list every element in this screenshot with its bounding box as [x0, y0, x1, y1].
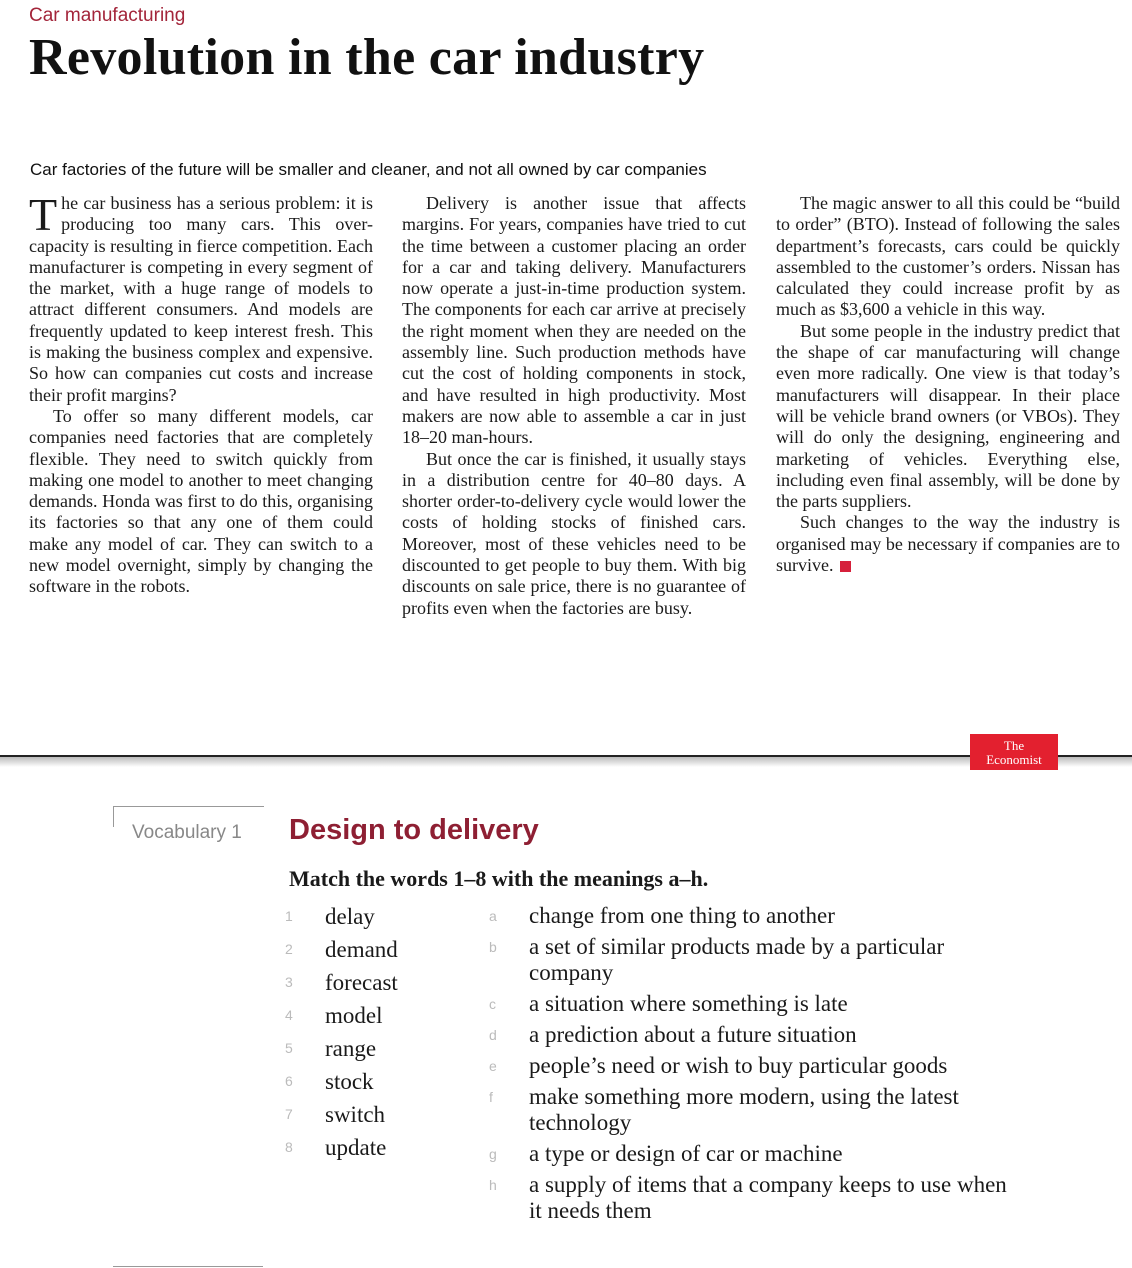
meaning-letter: d [489, 1027, 497, 1043]
meaning-item [489, 1141, 1009, 1167]
meaning-text: a prediction about a future situation [529, 1022, 857, 1047]
headline: Revolution in the car industry [29, 29, 705, 86]
word: model [325, 1003, 383, 1028]
article-paragraph [29, 189, 373, 406]
meaning-text: a set of similar products made by a particular company [529, 934, 945, 985]
word-number: 5 [285, 1040, 293, 1056]
end-of-article-mark [840, 561, 851, 572]
meaning-text: a type or design of car or machine [529, 1141, 843, 1166]
article-column-2 [402, 193, 746, 619]
meaning-list [489, 903, 1009, 1229]
meaning-letter: h [489, 1177, 497, 1193]
paragraph-text: he car business has a serious problem: it is producing too many cars. This over-capacity is resulting in fierce competition. Each manufacturer is competing in every segment of the market, with a huge range of models to attract different consumers. And models are frequently updated to keep interest fresh. This is making the business complex and expensive. So how can companies cut costs and increase their profit margins? [29, 193, 373, 405]
meaning-item [489, 991, 1009, 1017]
word: demand [325, 937, 398, 962]
meaning-letter: e [489, 1058, 497, 1074]
meaning-item [489, 1022, 1009, 1048]
word: range [325, 1036, 377, 1061]
article-paragraph [776, 512, 1120, 576]
section-label: Car manufacturing [29, 5, 186, 26]
meaning-text: make something more modern, using the latest technology [529, 1084, 959, 1135]
word-list [285, 903, 398, 1167]
meaning-letter: b [489, 939, 497, 955]
meaning-item [489, 1084, 1009, 1136]
word-item [285, 1134, 398, 1167]
drop-cap: T [29, 189, 58, 240]
meaning-letter: a [489, 908, 497, 924]
word-number: 3 [285, 974, 293, 990]
article-paragraph: To offer so many different models, car companies need factories that are completely flexible. They need to switch quickly from making one model to another to meet changing demands. Honda was first to do this, organising its factories so that any one of them could make any model of car. They can switch to a new model overnight, simply by changing the software in the robots. [29, 405, 373, 597]
article-paragraph: But some people in the industry predict that the shape of car manufacturing will change even more radically. One view is that today’s manufacturers will disappear. In their place will be vehicle brand owners (or VBOs). They will do only the designing, engineering and marketing of vehicles. Everything else, including even final assembly, will be done by the parts suppliers. [776, 320, 1120, 512]
meaning-item [489, 1053, 1009, 1079]
meaning-letter: c [489, 996, 496, 1012]
meaning-item [489, 934, 1009, 986]
standfirst: Car factories of the future will be smaller and cleaner, and not all owned by car companies [30, 160, 707, 179]
article-paragraph: The magic answer to all this could be “build to order” (BTO). Instead of following the sales department’s forecasts, cars could be quickly assembled to the customer’s orders. Nissan has calculated they could increase profit by as much as $3,600 a vehicle in this way. [776, 193, 1120, 320]
article-column-3 [776, 193, 1120, 576]
divider-shadow [0, 757, 1132, 767]
article-column-1 [29, 189, 373, 598]
meaning-item [489, 1172, 1009, 1224]
bottom-rule [113, 1266, 263, 1267]
meaning-text: change from one thing to another [529, 903, 835, 928]
word: switch [325, 1102, 386, 1127]
economist-logo [970, 734, 1058, 770]
word-number: 1 [285, 908, 293, 924]
meaning-text: people’s need or wish to buy particular goods [529, 1053, 948, 1078]
meaning-text: a supply of items that a company keeps to use when it needs them [529, 1172, 1007, 1223]
word-item [285, 1002, 398, 1035]
logo-line-1: The [1003, 738, 1025, 753]
word-item [285, 1101, 398, 1134]
word-number: 4 [285, 1007, 293, 1023]
word-item [285, 936, 398, 969]
word: delay [325, 904, 375, 929]
word: stock [325, 1069, 374, 1094]
word-number: 8 [285, 1139, 293, 1155]
article-paragraph: But once the car is finished, it usually stays in a distribution centre for 40–80 days. A shorter order-to-delivery cycle would lower the costs of holding stocks of finished cars. Moreover, most of these vehicles need to be discounted to get people to buy them. With big discounts on sale price, there is no guarantee of profits even when the factories are busy. [402, 448, 746, 618]
word-item [285, 1068, 398, 1101]
vocab-title: Design to delivery [289, 814, 539, 846]
meaning-letter: f [489, 1089, 493, 1105]
word-item [285, 1035, 398, 1068]
word: update [325, 1135, 387, 1160]
meaning-item [489, 903, 1009, 929]
word-number: 2 [285, 941, 293, 957]
word-item [285, 969, 398, 1002]
paragraph-text: Such changes to the way the industry is organised may be necessary if companies are to survive. [776, 512, 1120, 576]
word-number: 6 [285, 1073, 293, 1089]
word-item [285, 903, 398, 936]
article-paragraph: Delivery is another issue that affects margins. For years, companies have tried to cut the time between a customer placing an order for a car and taking delivery. Manufacturers now operate a just-in-time production system. The components for each car arrive at precisely the right moment when they are needed on the assembly line. Such production methods have cut the cost of holding components in stock, and have resulted in high productivity. Most makers are now able to assemble a car in just 18–20 man-hours. [402, 193, 746, 448]
logo-line-2: Economist [986, 752, 1042, 767]
meaning-text: a situation where something is late [529, 991, 848, 1016]
word-number: 7 [285, 1106, 293, 1122]
exercise-instruction: Match the words 1–8 with the meanings a–h. [289, 866, 709, 891]
vocab-tab-label: Vocabulary 1 [132, 822, 242, 843]
word: forecast [325, 970, 398, 995]
meaning-letter: g [489, 1146, 497, 1162]
